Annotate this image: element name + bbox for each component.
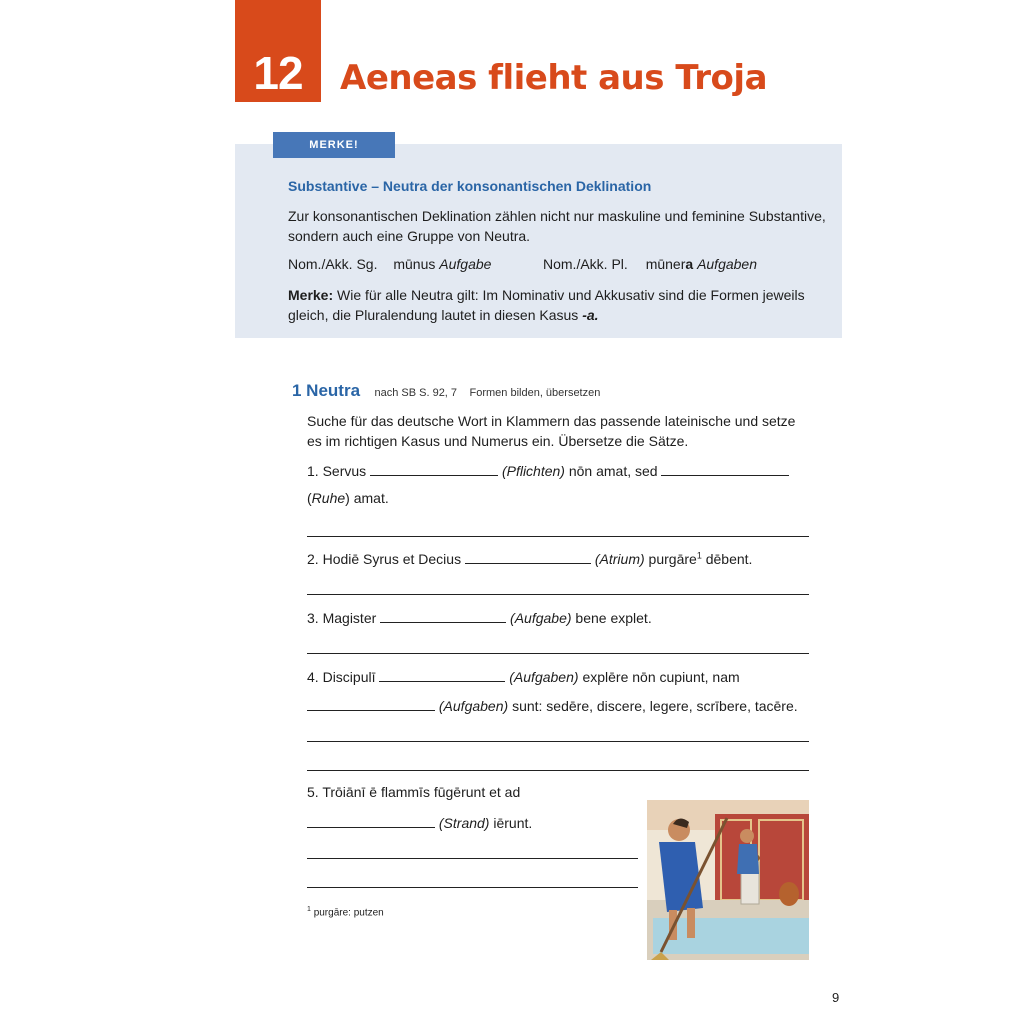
exercise-intro: Suche für das deutsche Wort in Klammern das passende lateinische und setze es im richtigen Kasus und Numerus ein. Übersetze die Sätze. xyxy=(307,413,796,449)
answer-line[interactable] xyxy=(307,594,809,595)
answer-blank[interactable] xyxy=(307,696,435,711)
sentence-5-cont xyxy=(307,813,532,831)
answer-blank[interactable] xyxy=(370,461,498,476)
pl-word xyxy=(646,256,693,272)
merke-rule-text: Wie für alle Neutra gilt: Im Nominativ und Akkusativ sind die Formen jeweils gleich, die Pluralendung lautet in diesen Kasus xyxy=(288,287,805,323)
sentence-text: explēre nōn cupiunt, nam xyxy=(582,669,740,685)
answer-line[interactable] xyxy=(307,536,809,537)
sentence-3 xyxy=(307,608,652,626)
sentence-number: 1. xyxy=(307,463,319,479)
exercise-number: 1 Neutra xyxy=(292,381,361,400)
answer-blank[interactable] xyxy=(379,667,505,682)
footnote-ref: 1 xyxy=(696,550,702,561)
hint-word: (Aufgabe) xyxy=(510,610,572,626)
pl-label: Nom./Akk. Pl. xyxy=(543,256,628,272)
answer-blank[interactable] xyxy=(380,608,506,623)
answer-line[interactable] xyxy=(307,858,638,859)
sentence-1-cont: (Ruhe) amat. xyxy=(307,490,389,506)
sentence-text: Hodiē Syrus et Decius xyxy=(322,551,462,567)
sentence-text: Trōiānī ē flammīs fūgērunt et ad xyxy=(322,784,521,800)
answer-blank[interactable] xyxy=(307,813,435,828)
pl-ending: a xyxy=(685,256,694,272)
sg-translation: Aufgabe xyxy=(439,256,492,272)
exercise-header xyxy=(292,381,600,401)
sentence-text: Servus xyxy=(322,463,367,479)
hint-word: (Aufgaben) xyxy=(509,669,579,685)
merke-heading: Substantive – Neutra der konsonantischen Deklination xyxy=(288,178,652,194)
declension-plural xyxy=(543,256,757,272)
sentence-2 xyxy=(307,549,752,567)
answer-blank[interactable] xyxy=(661,461,789,476)
sg-label: Nom./Akk. Sg. xyxy=(288,256,378,272)
amphora xyxy=(779,882,799,906)
hint-word: (Aufgaben) xyxy=(438,698,509,714)
footnote-text: purgāre: putzen xyxy=(313,907,384,919)
exercise-task: Formen bilden, übersetzen xyxy=(469,387,601,399)
sentence-text: Discipulī xyxy=(322,669,376,685)
hint-word: (Atrium) xyxy=(594,551,645,567)
merke-text: Zur konsonantischen Deklination zählen nicht nur maskuline und feminine Substantive, sondern auch eine Gruppe von Neutra. xyxy=(288,208,826,244)
sg-word: mūnus xyxy=(393,256,436,272)
sentence-5 xyxy=(307,784,520,800)
sentence-number: 2. xyxy=(307,551,319,567)
answer-blank[interactable] xyxy=(465,549,591,564)
answer-line[interactable] xyxy=(307,887,638,888)
sentence-1 xyxy=(307,461,789,479)
chapter-number-box xyxy=(235,0,321,102)
sentence-text: sunt: sedēre, discere, legere, scrībere, tacēre. xyxy=(512,698,798,714)
hint-word: Ruhe xyxy=(311,490,346,506)
sentence-number: 4. xyxy=(307,669,319,685)
sentence-4 xyxy=(307,667,740,685)
footnote-marker: 1 xyxy=(307,906,311,913)
illustration-slave-cleaning-atrium xyxy=(647,800,809,960)
sentence-text xyxy=(649,551,702,567)
chapter-title: Aeneas flieht aus Troja xyxy=(340,58,768,98)
sentence-4-cont xyxy=(307,696,798,714)
purgare-word: purgāre xyxy=(648,551,697,567)
answer-line[interactable] xyxy=(307,770,809,771)
answer-line[interactable] xyxy=(307,741,809,742)
merke-rule-ending: -a. xyxy=(582,307,599,323)
slave-leg xyxy=(687,908,695,938)
hint-word: (Pflichten) xyxy=(501,463,565,479)
exercise-ref: nach SB S. 92, 7 xyxy=(374,387,458,399)
pl-stem: mūner xyxy=(645,256,686,272)
merke-rule xyxy=(288,285,828,325)
sentence-number: 5. xyxy=(307,784,319,800)
merke-tag: MERKE! xyxy=(273,132,395,158)
footnote xyxy=(307,906,384,918)
answer-line[interactable] xyxy=(307,653,809,654)
declension-singular xyxy=(288,256,491,272)
sentence-text: iērunt. xyxy=(493,815,533,831)
sentence-text: bene explet. xyxy=(575,610,652,626)
second-slave-tunic xyxy=(737,844,759,874)
chapter-number: 12 xyxy=(253,47,303,99)
hint-word: (Strand) xyxy=(438,815,490,831)
sentence-text: nōn amat, sed xyxy=(568,463,658,479)
merke-rule-label: Merke: xyxy=(288,287,334,303)
second-slave-head xyxy=(740,829,754,843)
sentence-number: 3. xyxy=(307,610,319,626)
pl-translation: Aufgaben xyxy=(697,256,758,272)
page-number: 9 xyxy=(832,990,840,1005)
sentence-text: amat. xyxy=(353,490,389,506)
sentence-text: dēbent. xyxy=(705,551,753,567)
sentence-text: Magister xyxy=(322,610,377,626)
